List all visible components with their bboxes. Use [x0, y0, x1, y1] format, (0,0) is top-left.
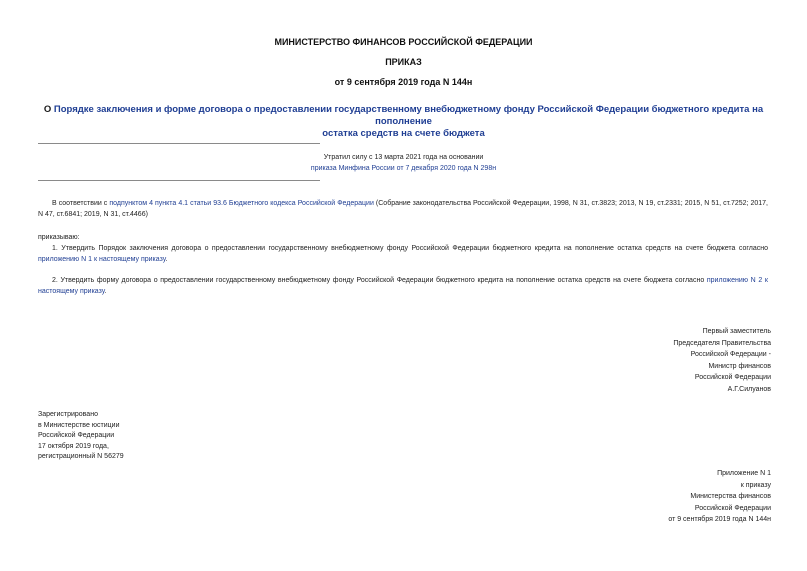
title-prefix: О [43, 104, 54, 115]
divider-top [38, 143, 320, 144]
signature-line: Российской Федерации - [690, 351, 771, 358]
registration-line: регистрационный N 56279 [38, 453, 124, 460]
item-1-end: . [165, 255, 168, 263]
status-note-text: Утратил силу с 13 марта 2021 года на основании [323, 154, 484, 161]
item-1 [38, 244, 768, 265]
appendix-1-link[interactable]: приложению N 1 к настоящему приказу [38, 255, 166, 263]
appendix-line: Приложение N 1 [717, 470, 771, 477]
registration-block [38, 410, 124, 463]
registration-line: в Министерстве юстиции [38, 421, 120, 429]
signature-line: Первый заместитель [702, 328, 771, 335]
title-link-line2[interactable]: остатка средств на счете бюджета [322, 128, 485, 139]
order-word: приказываю: [38, 234, 80, 241]
document-title [30, 104, 777, 140]
appendix-line: к приказу [740, 481, 771, 489]
status-note [30, 152, 777, 174]
document-type: ПРИКАЗ [385, 57, 422, 67]
registration-line: Зарегистрировано [38, 411, 98, 418]
document-date-number: от 9 сентября 2019 года N 144н [334, 77, 473, 87]
registration-line: Российской Федерации [38, 432, 115, 439]
budget-code-link[interactable]: подпунктом 4 пункта 4.1 статьи 93.6 Бюджетного кодекса Российской Федерации [109, 200, 374, 207]
signature-line: Председателя Правительства [673, 339, 771, 347]
appendix-line: от 9 сентября 2019 года N 144н [668, 516, 771, 523]
status-note-link[interactable]: приказа Минфина России от 7 декабря 2020 года N 298н [310, 165, 497, 172]
intro-rest: (Собрание законодательства Российской Федерации, 1998, N 31, ст.3823; 2013, N 19, ст.2331; 2015, N 51, ст.7252; 2017, N 47, ст.6841; 2019, N 31, ст.4466) [38, 200, 769, 218]
title-link-line1[interactable]: Порядке заключения и форме договора о предоставлении государственному внебюджетному фонду Российской Федерации бюджетного кредита на пополнение [53, 104, 764, 127]
intro-prefix: В соответствии с [52, 200, 110, 207]
item-1-text: 1. Утвердить Порядок заключения договора о предоставлении государственному внебюджетному фонду Российской Федерации бюджетного кредита на пополнение остатка средств на счете бюджета согласно [52, 245, 768, 252]
title-link[interactable] [54, 104, 763, 139]
item-2-end: . [104, 287, 107, 295]
item-2 [38, 276, 768, 297]
signature-block [673, 326, 771, 395]
registration-line: 17 октября 2019 года, [38, 442, 109, 450]
ministry-heading: МИНИСТЕРСТВО ФИНАНСОВ РОССИЙСКОЙ ФЕДЕРАЦИИ [274, 37, 533, 47]
item-2-text: 2. Утвердить форму договора о предоставлении государственному внебюджетному фонду Российской Федерации бюджетного кредита на пополнение остатка средств на счете бюджета согласно [52, 277, 707, 284]
signature-line: А.Г.Силуанов [727, 385, 771, 393]
appendix-line: Российской Федерации [694, 504, 771, 512]
appendix-block [668, 468, 771, 526]
appendix-line: Министерства финансов [690, 493, 771, 500]
appendix-2-link[interactable]: приложению N 2 к настоящему приказу [38, 277, 768, 295]
intro-paragraph [38, 199, 768, 220]
divider-bottom [38, 180, 320, 181]
signature-line: Российской Федерации [694, 374, 771, 381]
signature-line: Министр финансов [708, 362, 771, 370]
